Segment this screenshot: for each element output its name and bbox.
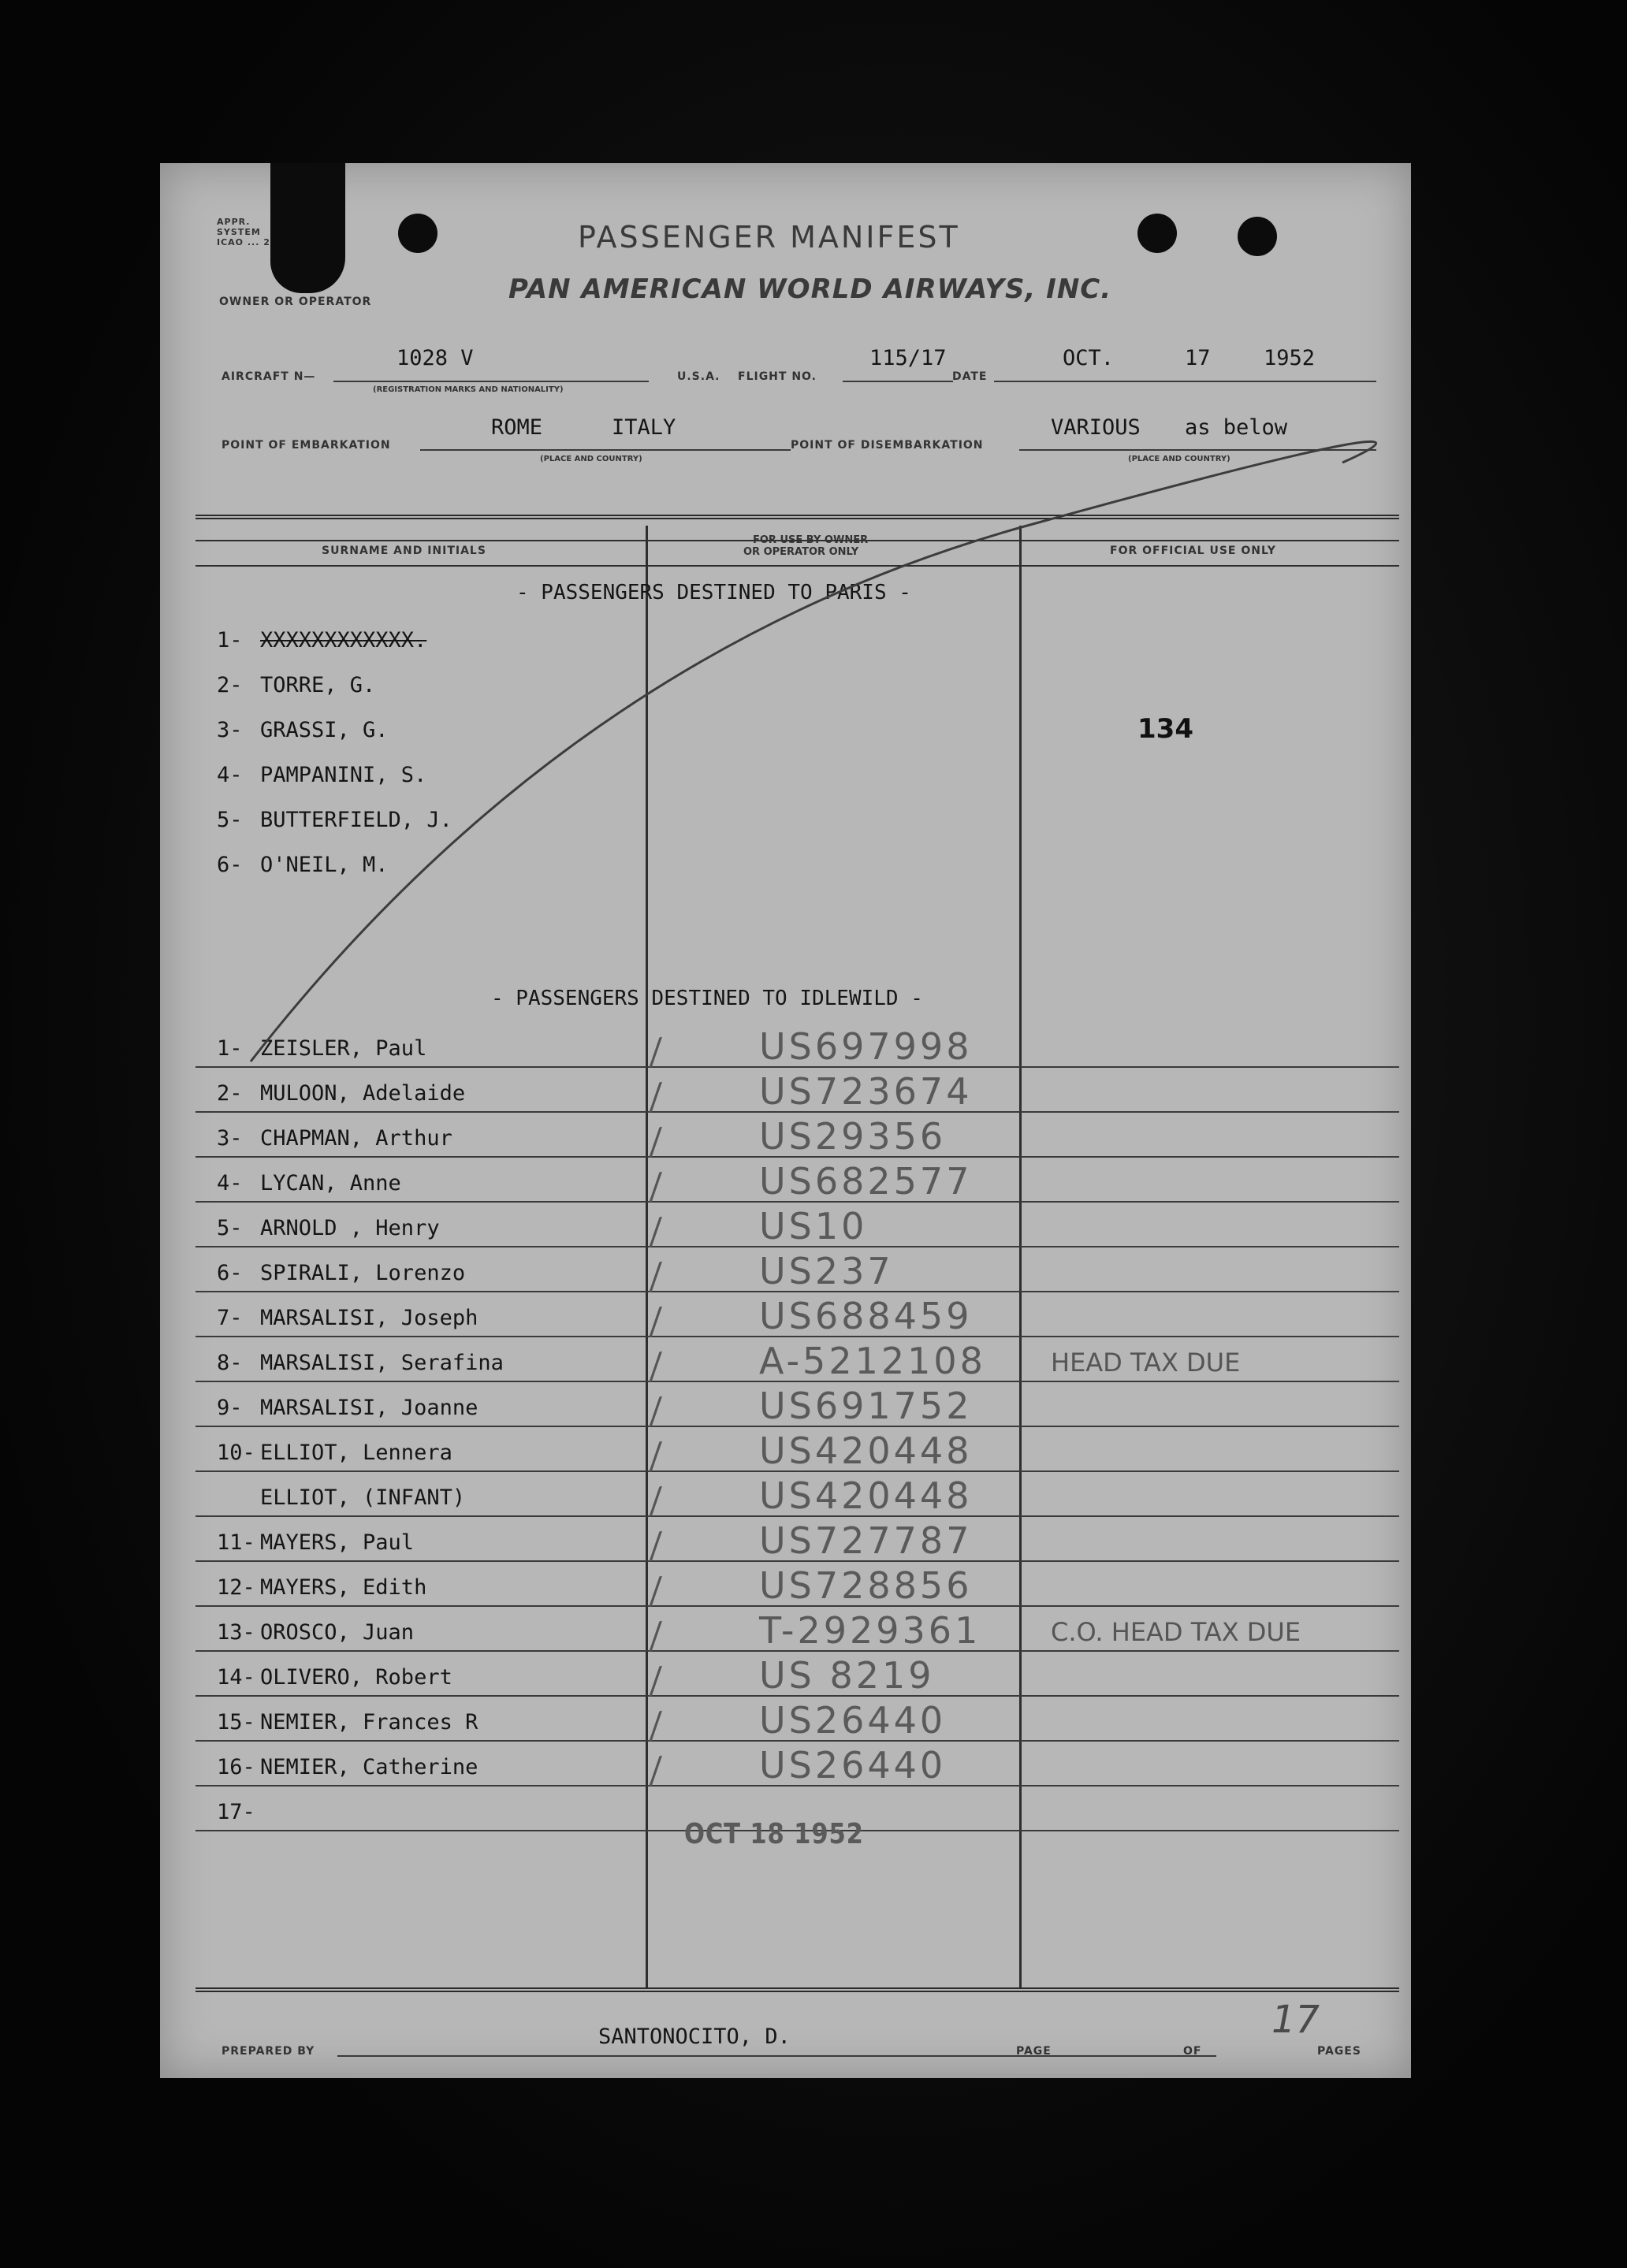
row-number: 17-	[217, 1800, 255, 1824]
document-number: US26440	[759, 1699, 947, 1742]
passenger-name: BUTTERFIELD, J.	[260, 808, 452, 832]
document-number: A-5212108	[759, 1340, 986, 1382]
aircraft-value: 1028 V	[397, 346, 474, 370]
document-number: US29356	[759, 1115, 947, 1158]
check-mark-icon: ⁄	[648, 1480, 664, 1524]
row-number: 1-	[217, 1036, 243, 1061]
passenger-name: OROSCO, Juan	[260, 1620, 415, 1645]
passenger-name: LYCAN, Anne	[260, 1171, 401, 1195]
passenger-name: MARSALISI, Serafina	[260, 1351, 504, 1375]
registration-note: (REGISTRATION MARKS AND NATIONALITY)	[373, 385, 564, 394]
row-number: 4-	[217, 763, 243, 787]
row-number: 5-	[217, 808, 243, 832]
row-number: 3-	[217, 1126, 243, 1151]
document-number: US26440	[759, 1744, 947, 1787]
row-number: 13-	[217, 1620, 255, 1645]
passenger-name: NEMIER, Catherine	[260, 1755, 478, 1779]
check-mark-icon: ⁄	[648, 1031, 664, 1075]
document-number: US237	[759, 1250, 894, 1292]
pages-label: PAGES	[1317, 2045, 1361, 2058]
passenger-name: MULOON, Adelaide	[260, 1081, 466, 1106]
date-year: 1952	[1264, 346, 1316, 370]
passenger-name: ELLIOT, (INFANT)	[260, 1485, 466, 1510]
document-number: US727787	[759, 1519, 973, 1562]
col-owner-header-2: OR OPERATOR ONLY	[743, 546, 859, 558]
row-number: 9-	[217, 1396, 243, 1420]
check-mark-icon: ⁄	[648, 1525, 664, 1569]
idlewild-row	[160, 1744, 1411, 1798]
form-title: PASSENGER MANIFEST	[578, 220, 960, 255]
row-number: 7-	[217, 1306, 243, 1330]
passenger-name: OLIVERO, Robert	[260, 1665, 452, 1690]
check-mark-icon: ⁄	[648, 1570, 664, 1614]
passenger-name: TORRE, G.	[260, 673, 376, 697]
check-mark-icon: ⁄	[648, 1300, 664, 1344]
official-note: C.O. HEAD TAX DUE	[1051, 1617, 1301, 1647]
paris-heading: - PASSENGERS DESTINED TO PARIS -	[516, 581, 911, 604]
owner-label: OWNER OR OPERATOR	[219, 296, 372, 308]
check-mark-icon: ⁄	[648, 1749, 664, 1794]
col-owner-header-1: FOR USE BY OWNER	[753, 534, 869, 546]
row-number: 16-	[217, 1755, 255, 1779]
prepared-label: PREPARED BY	[222, 2045, 315, 2058]
passenger-name: MAYERS, Paul	[260, 1530, 415, 1555]
approval-stamp: APPR. SYSTEM ICAO ... 2	[217, 217, 270, 247]
official-number: 134	[1137, 713, 1193, 745]
row-number: 4-	[217, 1171, 243, 1195]
row-number: 1-	[217, 628, 243, 653]
passenger-name: MARSALISI, Joanne	[260, 1396, 478, 1420]
passenger-name: GRASSI, G.	[260, 718, 389, 742]
row-number: 10-	[217, 1441, 255, 1465]
row-number: 11-	[217, 1530, 255, 1555]
check-mark-icon: ⁄	[648, 1390, 664, 1434]
embark-label: POINT OF EMBARKATION	[222, 439, 391, 452]
check-mark-icon: ⁄	[648, 1435, 664, 1479]
embark-country: ITALY	[612, 415, 676, 440]
idlewild-heading: - PASSENGERS DESTINED TO IDLEWILD -	[491, 987, 923, 1010]
check-mark-icon: ⁄	[648, 1255, 664, 1299]
cancel-stroke	[160, 163, 1411, 1109]
passenger-name: MARSALISI, Joseph	[260, 1306, 478, 1330]
aircraft-label: AIRCRAFT N—	[222, 370, 316, 383]
document-number: US697998	[759, 1025, 973, 1068]
passenger-name: PAMPANINI, S.	[260, 763, 427, 787]
disembark-note: as below	[1185, 415, 1288, 440]
passenger-name: MAYERS, Edith	[260, 1575, 427, 1600]
check-mark-icon: ⁄	[648, 1345, 664, 1389]
passenger-name: CHAPMAN, Arthur	[260, 1126, 452, 1151]
passenger-name: SPIRALI, Lorenzo	[260, 1261, 466, 1285]
row-number: 5-	[217, 1216, 243, 1240]
document-number: US420448	[759, 1430, 973, 1472]
document-number: US723674	[759, 1070, 973, 1113]
usa-label: U.S.A.	[677, 370, 720, 383]
check-mark-icon: ⁄	[648, 1121, 664, 1165]
row-number: 2-	[217, 673, 243, 697]
row-number: 6-	[217, 1261, 243, 1285]
flight-label: FLIGHT NO.	[738, 370, 817, 383]
date-month: OCT.	[1063, 346, 1115, 370]
check-mark-icon: ⁄	[648, 1705, 664, 1749]
row-number: 6-	[217, 853, 243, 877]
document-number: T-2929361	[759, 1609, 981, 1652]
passenger-name: XXXXXXXXXXXX.	[260, 628, 427, 653]
row-number: 8-	[217, 1351, 243, 1375]
date-stamp: OCT 18 1952	[684, 1818, 864, 1850]
col-official-header: FOR OFFICIAL USE ONLY	[1110, 545, 1276, 557]
disembark-value: VARIOUS	[1051, 415, 1141, 440]
disembark-label: POINT OF DISEMBARKATION	[791, 439, 984, 452]
row-number: 3-	[217, 718, 243, 742]
of-label: OF	[1183, 2045, 1202, 2058]
row-number: 2-	[217, 1081, 243, 1106]
check-mark-icon: ⁄	[648, 1076, 664, 1120]
row-number: 12-	[217, 1575, 255, 1600]
date-label: DATE	[952, 370, 988, 383]
page-label: PAGE	[1016, 2045, 1052, 2058]
document-number: US10	[759, 1205, 868, 1247]
check-mark-icon: ⁄	[648, 1660, 664, 1704]
embark-city: ROME	[491, 415, 543, 440]
row-number: 15-	[217, 1710, 255, 1734]
check-mark-icon: ⁄	[648, 1210, 664, 1255]
passenger-name: ARNOLD , Henry	[260, 1216, 440, 1240]
document-number: US691752	[759, 1385, 973, 1427]
document-number: US682577	[759, 1160, 973, 1203]
passenger-name: ELLIOT, Lennera	[260, 1441, 452, 1465]
passenger-name: NEMIER, Frances R	[260, 1710, 478, 1734]
date-day: 17	[1185, 346, 1211, 370]
document-number: US688459	[759, 1295, 973, 1337]
airline-name: PAN AMERICAN WORLD AIRWAYS, INC.	[508, 273, 1112, 305]
place-note-1: (PLACE AND COUNTRY)	[540, 455, 642, 463]
prepared-value: SANTONOCITO, D.	[598, 2024, 791, 2049]
check-mark-icon: ⁄	[648, 1166, 664, 1210]
document-number: US728856	[759, 1564, 973, 1607]
official-note: HEAD TAX DUE	[1051, 1348, 1241, 1378]
check-mark-icon: ⁄	[648, 1615, 664, 1659]
document-number: US 8219	[759, 1654, 935, 1697]
manifest-sheet	[160, 163, 1411, 2078]
pages-value: 17	[1271, 1998, 1320, 2042]
passenger-name: ZEISLER, Paul	[260, 1036, 427, 1061]
col-surname-header: SURNAME AND INITIALS	[322, 545, 486, 557]
document-number: US420448	[759, 1474, 973, 1517]
place-note-2: (PLACE AND COUNTRY)	[1128, 455, 1230, 463]
passenger-name: O'NEIL, M.	[260, 853, 389, 877]
row-number: 14-	[217, 1665, 255, 1690]
flight-value: 115/17	[869, 346, 947, 370]
